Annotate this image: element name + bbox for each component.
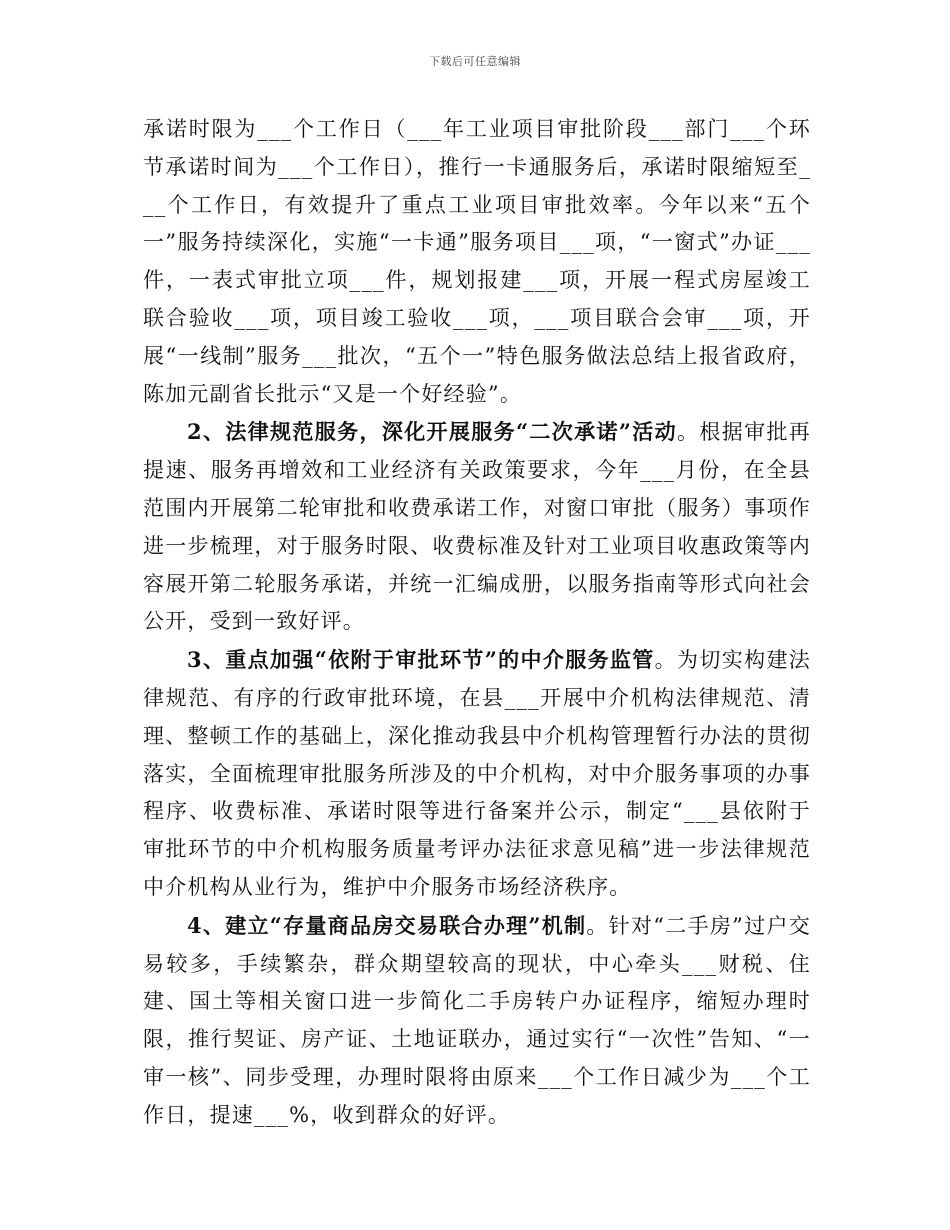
page-header: 下载后可任意编辑 (429, 55, 521, 68)
document-body (143, 111, 811, 1135)
paragraph-3-text: 。为切实构建法律规范、有序的行政审批环境，在县___开展中介机构法律规范、清理、整顿工作的基础上，深化推动我县中介机构管理暂行办法的贯彻落实，全面梳理审批服务所涉及的中介机构，对中介服务事项的办事程序、收费标准、承诺时限等进行备案并公示，制定“___县依附于审批环节的中介机构服务质量考评办法征求意见稿”进一步法律规范中介机构从业行为，维护中介服务市场经济秩序。 (143, 648, 812, 899)
paragraph-4-text: 。针对“二手房”过户交易较多，手续繁杂，群众期望较高的现状，中心牵头___财税、住建、国土等相关窗口进一步简化二手房转户办证程序，缩短办理时限，推行契证、房产证、土地证联办，通过实行“一次性”告知、“一审一核”、同步受理，办理时限将由原来___个工作日减少为___个工作日，提速___%，收到群众的好评。 (143, 913, 811, 1127)
paragraph-2 (143, 413, 811, 641)
paragraph-3 (143, 641, 811, 907)
paragraph-1 (143, 111, 811, 413)
paragraph-2-text: 。根据审批再提速、服务再增效和工业经济有关政策要求，今年___月份，在全县范围内开展第二轮审批和收费承诺工作，对窗口审批（服务）事项作进一步梳理，对于服务时限、收费标准及针对工业项目收惠政策等内容展开第二轮服务承诺，并统一汇编成册，以服务指南等形式向社会公开，受到一致好评。 (143, 420, 812, 634)
paragraph-2-heading: 2、法律规范服务，深化开展服务“二次承诺”活动 (187, 419, 678, 445)
paragraph-4 (143, 907, 811, 1135)
paragraph-1-text: 承诺时限为___个工作日（___年工业项目审批阶段___部门___个环节承诺时间为___个工作日），推行一卡通服务后，承诺时限缩短至___个工作日，有效提升了重点工业项目审批效率。今年以来“五个一”服务持续深化，实施“一卡通”服务项目___项，“一窗式”办证___件，一表式审批立项___件，规划报建___项，开展一程式房屋竣工联合验收___项，项目竣工验收___项，___项目联合会审___项，开展“一线制”服务___批次，“五个一”特色服务做法总结上报省政府，陈加元副省长批示“又是一个好经验”。 (143, 117, 811, 406)
paragraph-3-heading: 3、重点加强“依附于审批环节”的中介服务监管 (187, 647, 655, 673)
paragraph-4-heading: 4、建立“存量商品房交易联合办理”机制 (187, 912, 587, 938)
